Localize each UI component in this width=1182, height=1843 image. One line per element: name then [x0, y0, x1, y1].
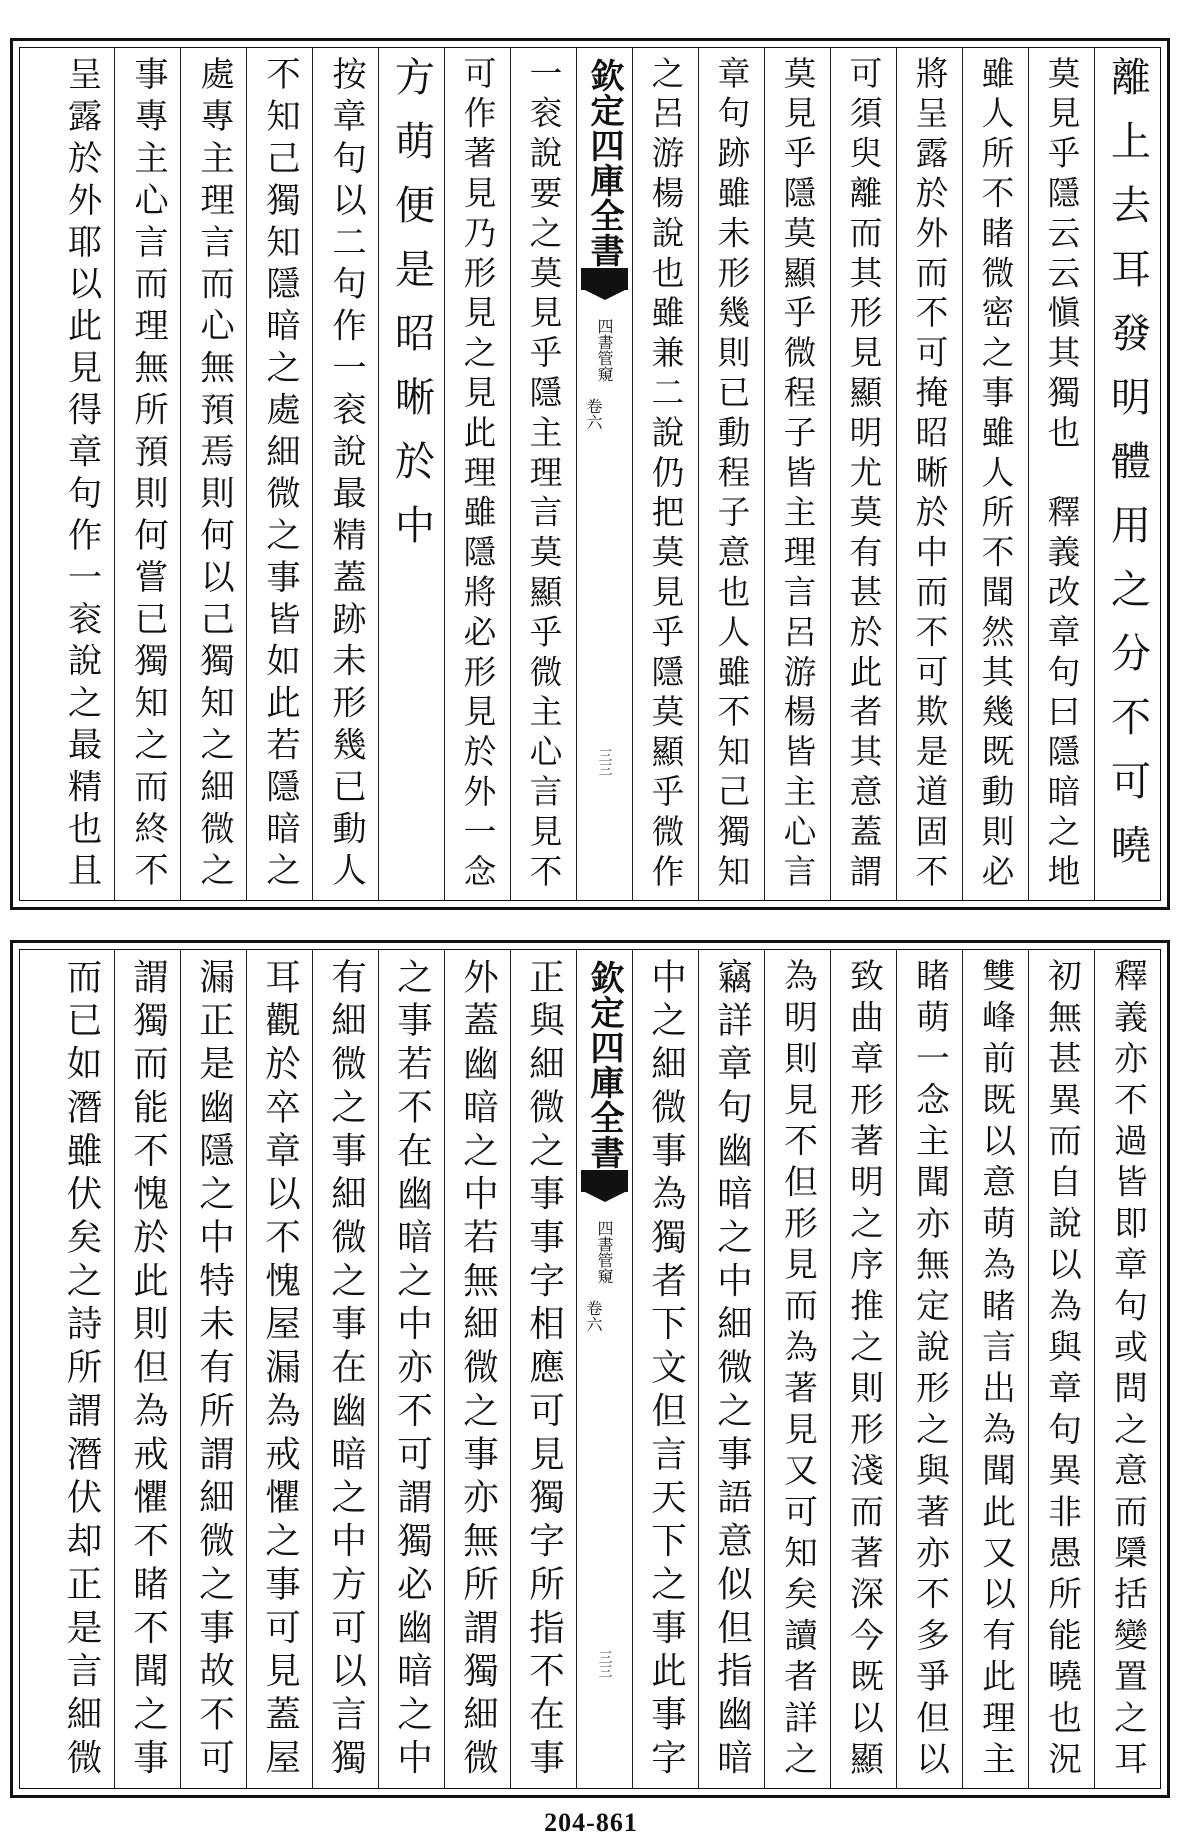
text-column: [246, 48, 312, 900]
text-column: [510, 950, 576, 1788]
column-text: 為明則見不但形見而為著見又可知矣讀者詳之: [778, 958, 818, 1782]
text-column: [1028, 950, 1094, 1788]
column-text: 耳觀於卒章以不愧屋漏為戒懼之事可見蓋屋: [259, 958, 301, 1782]
column-text: 方萌便是昭晰於中: [388, 56, 435, 568]
text-column: [246, 950, 312, 1788]
text-column: [180, 48, 246, 900]
text-column: [1094, 950, 1160, 1788]
column-text: 之呂游楊說也雖兼二說仍把莫見乎隱莫顯乎微作: [646, 56, 685, 894]
column-text: 莫見乎隱云云愼其獨也 釋義改章句曰隱暗之地: [1042, 56, 1081, 894]
column-text: 而已如潛雖伏矣之詩所謂潛伏却正是言細微: [61, 958, 102, 1782]
text-column: [962, 950, 1028, 1788]
column-text: 睹萌一念主聞亦無定說形之與著亦不多爭但以: [910, 958, 950, 1782]
text-column: [312, 48, 378, 900]
column-text: 初無甚異而自說以為與章句異非愚所能曉也況: [1042, 958, 1082, 1782]
text-column: [312, 950, 378, 1788]
volume-label: 卷六: [584, 398, 603, 430]
center-margin-column: [576, 48, 632, 900]
book-title: 四書管窺: [595, 318, 614, 382]
text-column: [48, 48, 114, 900]
column-text: 可作著見乃形見之見此理雖隱將必形見於外一念: [458, 56, 497, 894]
column-text: 雙峰前既以意萌為睹言出為聞此又以有此理主: [976, 958, 1016, 1782]
column-text: 一衮說要之莫見乎隱主理言莫顯乎微主心言見不: [524, 56, 563, 894]
column-text: 將呈露於外而不可掩昭晰於中而不可欺是道固不: [910, 56, 949, 894]
text-column: [48, 950, 114, 1788]
text-column: [114, 950, 180, 1788]
text-column: [698, 950, 764, 1788]
volume-label: 卷六: [584, 1300, 603, 1332]
column-text: 離上去耳發明體用之分不可曉: [1104, 56, 1151, 888]
column-text: 謂獨而能不愧於此則但為戒懼不睹不聞之事: [127, 958, 169, 1782]
text-column: [378, 48, 444, 900]
column-text: 莫見乎隱莫顯乎微程子皆主理言呂游楊皆主心言: [778, 56, 817, 894]
text-column: [896, 950, 962, 1788]
collection-title: 欽定四庫全書: [584, 58, 624, 268]
column-text: 正與細微之事事字相應可見獨字所指不在事: [523, 958, 565, 1782]
page-number-footer: 204-861: [544, 1808, 638, 1837]
book-title: 四書管窺: [595, 1220, 614, 1284]
column-text: 呈露於外耶以此見得章句作一衮說之最精也且: [61, 56, 101, 894]
text-column: [698, 48, 764, 900]
column-text: 處專主理言而心無預焉則何以己獨知之細微之: [193, 56, 234, 894]
column-text: 之事若不在幽暗之中亦不可謂獨必幽暗之中: [391, 958, 433, 1782]
text-column: [896, 48, 962, 900]
column-text: 漏正是幽隱之中特未有所謂細微之事故不可: [193, 958, 235, 1782]
bottom-page-columns: [19, 949, 1161, 1789]
column-text: 有細微之事細微之事在幽暗之中方可以言獨: [325, 958, 367, 1782]
top-page: [10, 38, 1170, 910]
text-column: [444, 48, 510, 900]
text-column: [444, 950, 510, 1788]
center-margin-column: [576, 950, 632, 1788]
column-text: 雖人所不睹微密之事雖人所不聞然其幾既動則必: [976, 56, 1015, 894]
column-text: 按章句以二句作一衮說最精蓋跡未形幾已動人: [325, 56, 366, 894]
text-column: [764, 48, 830, 900]
fish-tail-mark: [581, 268, 628, 290]
column-text: 章句跡雖未形幾則已動程子意也人雖不知己獨知: [712, 56, 751, 894]
column-text: 不知己獨知隱暗之處細微之事皆如此若隱暗之: [259, 56, 300, 894]
text-column: [378, 950, 444, 1788]
text-column: [830, 48, 896, 900]
fish-tail-mark: [581, 1170, 628, 1192]
text-column: [830, 950, 896, 1788]
column-text: 可須臾離而其形見顯明尤莫有甚於此者其意蓋謂: [844, 56, 883, 894]
text-column: [1094, 48, 1160, 900]
leaf-number: 三三: [596, 748, 613, 776]
text-column: [114, 48, 180, 900]
text-column: [632, 48, 698, 900]
column-text: 致曲章形著明之序推之則形淺而著深今既以顯: [844, 958, 884, 1782]
text-column: [180, 950, 246, 1788]
text-column: [1028, 48, 1094, 900]
text-column: [764, 950, 830, 1788]
bottom-page: [10, 940, 1170, 1798]
text-column: [962, 48, 1028, 900]
column-text: 事專主心言而理無所預則何嘗已獨知之而終不: [127, 56, 168, 894]
collection-title: 欽定四庫全書: [584, 960, 624, 1170]
leaf-number: 三三: [596, 1650, 613, 1678]
top-page-columns: [19, 47, 1161, 901]
column-text: 外蓋幽暗之中若無細微之事亦無所謂獨細微: [457, 958, 499, 1782]
text-column: [510, 48, 576, 900]
column-text: 竊詳章句幽暗之中細微之事語意似但指幽暗: [711, 958, 753, 1782]
text-column: [632, 950, 698, 1788]
column-text: 釋義亦不過皆即章句或問之意而檃括變置之耳: [1108, 958, 1148, 1782]
column-text: 中之細微事為獨者下文但言天下之事此事字: [645, 958, 687, 1782]
